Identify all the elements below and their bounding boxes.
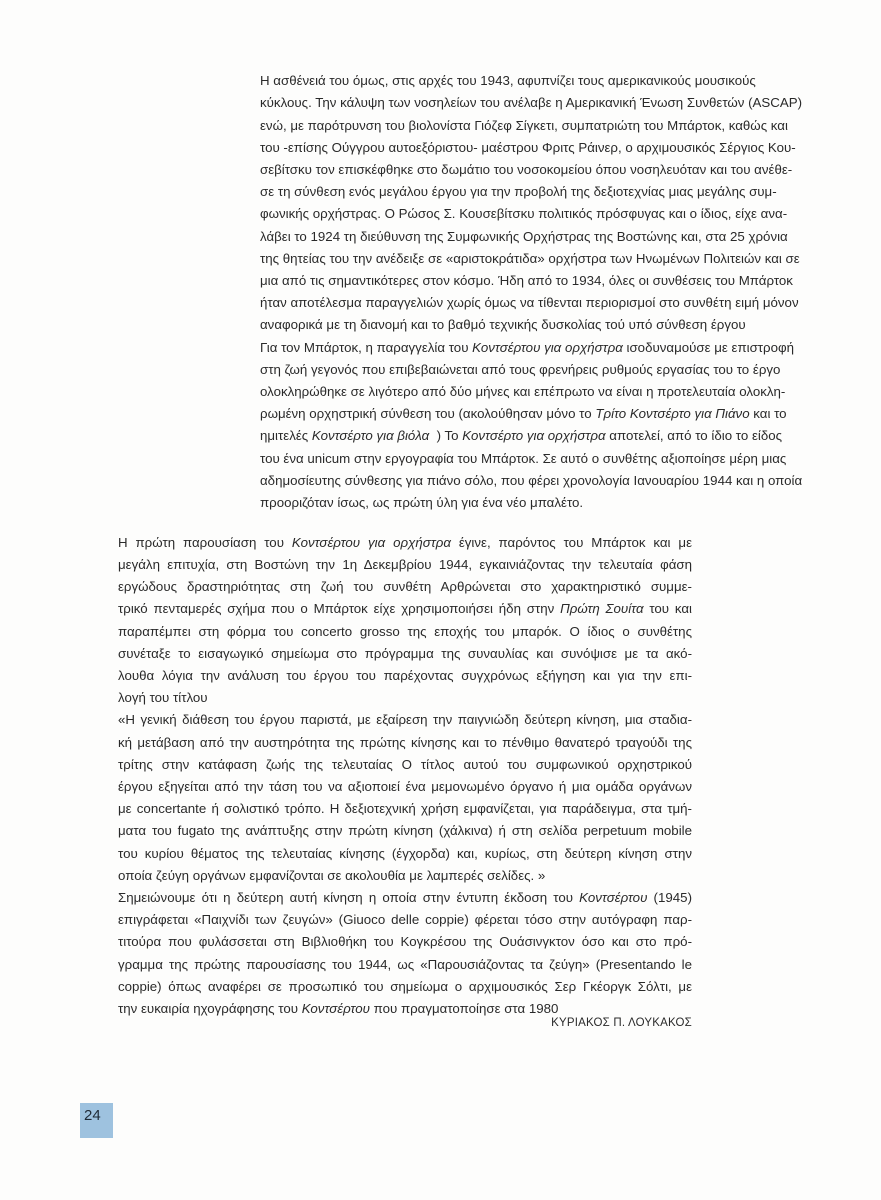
quote-line: «Η γενική διάθεση του έργου παριστά, με εξαίρεση την παιγνιώδη δεύτερη κίνηση, μια σταδια-: [118, 712, 692, 727]
quote-line: τρίτης στην κατάφαση ζωής της τελευταίας Ο τίτλος αυτού του συμφωνικού ορχηστρικού: [118, 757, 692, 772]
paragraph-2-line: στη ζωή γεγονός που επιβεβαιώνεται από τους φρενήρεις ρυθμούς εργασίας του το έργο: [260, 362, 781, 377]
paragraph-1-line: κύκλους. Την κάλυψη των νοσηλείων του ανέλαβε η Αμερικανική Ένωση Συνθετών (ASCAP): [260, 95, 803, 110]
paragraph-2-line: προοριζόταν ίσως, ως πρώτη ύλη για ένα νέο μπαλέτο.: [260, 495, 584, 510]
paragraph-3-line: Η πρώτη παρουσίαση του Κοντσέρτου για ορχήστρα έγινε, παρόντος του Μπάρτοκ και με: [118, 535, 693, 550]
paragraph-3-line: μεγάλη επιτυχία, στη Βοστώνη την 1η Δεκεμβρίου 1944, εγκαινιάζοντας την τελευταία φάση: [118, 557, 692, 572]
paragraph-3-line: συνέταξε το εισαγωγικό σημείωμα στο πρόγραμμα της συναυλίας και συνόψισε με τα ακό-: [118, 646, 692, 661]
paragraph-4-line: την ευκαιρία ηχογράφησης του Κοντσέρτου που πραγματοποίησε στα 1980: [118, 1001, 559, 1016]
quote-line: κή μετάβαση από την αυστηρότητα της πρώτης κίνησης και το πένθιμο θανατερό τραγούδι της: [118, 735, 692, 750]
author-signature: ΚΥΡΙΑΚΟΣ Π. ΛΟΥΚΑΚΟΣ: [551, 1017, 692, 1029]
paragraph-1-line: λάβει το 1924 τη διεύθυνση της Συμφωνικής Ορχήστρας της Βοστώνης και, στα 25 χρόνια: [260, 229, 788, 244]
quote-line: έργου εξηγείται από την τάση του να αξιοποιεί ένα μεμονωμένο όργανο ή μια ομάδα οργάνων: [118, 779, 692, 794]
paragraph-1-line: φωνικής ορχήστρας. Ο Ρώσος Σ. Κουσεβίτσκυ πολιτικός πρόσφυγας και ο ίδιος, είχε ανα-: [260, 206, 788, 221]
paragraph-1-line: σε τη σύνθεση ενός μεγάλου έργου για την προβολή της δεξιοτεχνίας μιας μεγάλης συμ-: [260, 184, 777, 199]
paragraph-2-line: Για τον Μπάρτοκ, η παραγγελία του Κοντσέρτου για ορχήστρα ισοδυναμούσε με επιστροφή: [260, 340, 795, 355]
paragraph-2-line: αδημοσίευτης σύνθεσης για πιάνο σόλο, που φέρει χρονολογία Ιανουαρίου 1944 και η οποία: [260, 473, 803, 488]
quote-line: ματα του fugato της ανάπτυξης στην πρώτη κίνηση (χάλκινα) ή στη σελίδα perpetuum mobile: [118, 823, 692, 838]
paragraph-1-line: σεβίτσκυ τον επισκέφθηκε στο δωμάτιο του νοσοκομείου όπου νοσηλευόταν και του ανέθε-: [260, 162, 793, 177]
paragraph-4-line: τιτούρα που φυλάσσεται στη Βιβλιοθήκη του Κογκρέσου της Ουάσινγκτον όσο και στο πρό-: [118, 934, 692, 949]
page-number-box: [80, 1103, 113, 1138]
paragraph-3-line: λουθα λόγια την ανάλυση του έργου του παρέχοντας συγχρόνως εξήγηση και για την επι-: [118, 668, 692, 683]
quote-line: με concertante ή σολιστικό τρόπο. Η δεξιοτεχνική χρήση εμφανίζεται, για παράδειγμα, στα τμή-: [118, 801, 692, 816]
paragraph-2-line: ημιτελές Κοντσέρτο για βιόλα ) Το Κοντσέρτο για ορχήστρα αποτελεί, από το ίδιο το είδος: [260, 428, 783, 443]
paragraph-1-line: Η ασθένειά του όμως, στις αρχές του 1943, αφυπνίζει τους αμερικανικούς μουσικούς: [260, 73, 756, 88]
paragraph-2-line: ολοκληρώθηκε σε λιγότερο από δύο μήνες και επέπρωτο να είναι η προτελευταία ολοκλη-: [260, 384, 786, 399]
quote-line: του κυρίου θέματος της τελευταίας κίνησης (έγχορδα) και, κυρίως, στη δεύτερη κίνηση στην: [118, 846, 692, 861]
paragraph-4-line: Σημειώνουμε ότι η δεύτερη αυτή κίνηση η οποία στην έντυπη έκδοση του Κοντσέρτου (1945): [118, 890, 692, 905]
paragraph-1-line: του -επίσης Ούγγρου αυτοεξόριστου- μαέστρου Φριτς Ράινερ, ο αρχιμουσικός Σέργιος Κου-: [260, 140, 796, 155]
page-number: 24: [84, 1107, 101, 1124]
paragraph-4-line: γραμμα της πρώτης παρουσίασης του 1944, ως «Παρουσιάζοντας τα ζεύγη» (Presentando le: [118, 957, 692, 972]
paragraph-4-line: επιγράφεται «Παιχνίδι των ζευγών» (Giuoco delle coppie) φέρεται τόσο στην αυτόγραφη παρ-: [118, 912, 692, 927]
paragraph-1-line: μια από τις σημαντικότερες στον κόσμο. Ήδη από το 1934, όλες οι συνθέσεις του Μπάρτοκ: [260, 273, 793, 288]
paragraph-2-line: ρωμένη ορχηστρική σύνθεση του (ακολούθησαν μόνο το Τρίτο Κοντσέρτο για Πιάνο και το: [260, 406, 787, 421]
paragraph-1-line: αναφορικά με τη διανομή και το βαθμό τεχνικής δυσκολίας τού υπό σύνθεση έργου: [260, 317, 746, 332]
paragraph-1-line: ενώ, με παρότρυνση του βιολονίστα Γιόζεφ Σίγκετι, συμπατριώτη του Μπάρτοκ, καθώς και: [260, 118, 788, 133]
paragraph-2-line: του ένα unicum στην εργογραφία του Μπάρτοκ. Σε αυτό ο συνθέτης αξιοποίησε μέρη μιας: [260, 451, 787, 466]
paragraph-3-line: λογή του τίτλου: [118, 690, 208, 705]
paragraph-4-line: coppie) όπως αναφέρει σε προσωπικό του σημείωμα ο αρχιμουσικός Σερ Γκέοργκ Σόλτι, με: [118, 979, 692, 994]
paragraph-3-line: εργώδους δραστηριότητας στη ζωή του συνθέτη Αρθρώνεται στο χαρακτηριστικό συμμε-: [118, 579, 692, 594]
paragraph-3-line: παραπέμπει στη φόρμα του concerto grosso της εποχής του μπαρόκ. Ο ίδιος ο συνθέτης: [118, 624, 692, 639]
quote-line: οποία ζεύγη οργάνων εμφανίζονται σε ακολουθία με λαμπερές σελίδες. »: [118, 868, 546, 883]
paragraph-3-line: τρικό πενταμερές σχήμα που ο Μπάρτοκ είχε χρησιμοποιήσει ήδη στην Πρώτη Σουίτα του και: [118, 601, 692, 616]
paragraph-1-line: της θητείας του την ανέδειξε σε «αριστοκράτιδα» ορχήστρα των Ηνωμένων Πολιτειών και σε: [260, 251, 800, 266]
paragraph-1-line: ήταν αποτέλεσμα παραγγελιών χωρίς όμως να τίθενται περιορισμοί στο συνθέτη ειμή μόνον: [260, 295, 799, 310]
